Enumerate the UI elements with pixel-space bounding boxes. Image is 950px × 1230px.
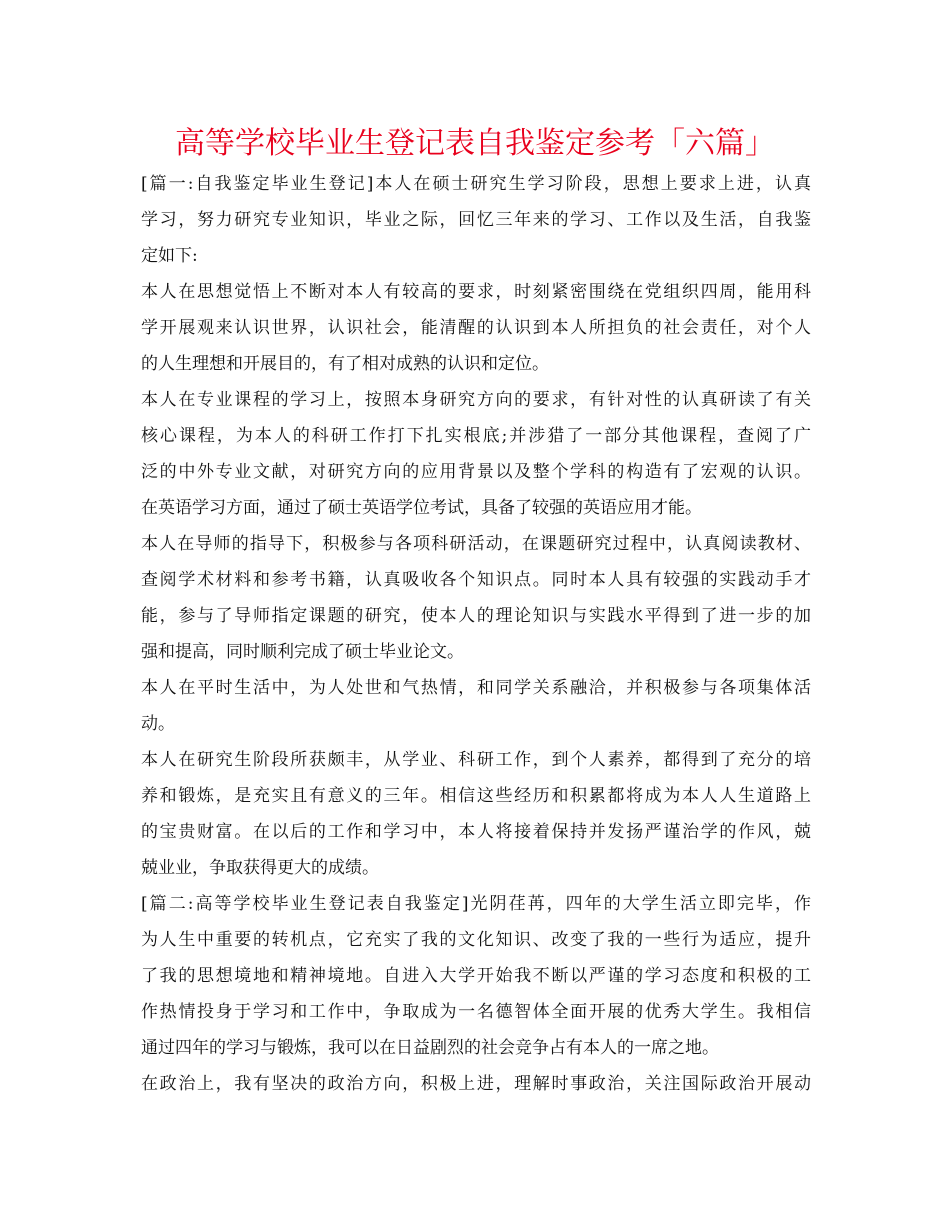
text-line: 泛的中外专业文献，对研究方向的应用背景以及整个学科的构造有了宏观的认识。 xyxy=(141,462,811,482)
text-line: 的人生理想和开展目的，有了相对成熟的认识和定位。 xyxy=(141,354,549,374)
text-line: 动。 xyxy=(141,714,175,734)
text-line: 在政治上，我有坚决的政治方向，积极上进，理解时事政治，关注国际政治开展动 xyxy=(141,1074,811,1094)
text-line: 学习，努力研究专业知识，毕业之际，回忆三年来的学习、工作以及生活，自我鉴 xyxy=(141,210,811,230)
text-line: 作热情投身于学习和工作中，争取成为一名德智体全面开展的优秀大学生。我相信 xyxy=(141,1002,811,1022)
document-title: 高等学校毕业生登记表自我鉴定参考「六篇」 xyxy=(175,126,775,161)
text-line: [篇一:自我鉴定毕业生登记]本人在硕士研究生学习阶段，思想上要求上进，认真 xyxy=(141,174,811,194)
text-line: 养和锻炼，是充实且有意义的三年。相信这些经历和积累都将成为本人人生道路上 xyxy=(141,786,811,806)
text-line: 查阅学术材料和参考书籍，认真吸收各个知识点。同时本人具有较强的实践动手才 xyxy=(141,570,811,590)
text-line: 的宝贵财富。在以后的工作和学习中，本人将接着保持并发扬严谨治学的作风，兢 xyxy=(141,822,811,842)
text-line: 学开展观来认识世界，认识社会，能清醒的认识到本人所担负的社会责任，对个人 xyxy=(141,318,811,338)
text-line: 了我的思想境地和精神境地。自进入大学开始我不断以严谨的学习态度和积极的工 xyxy=(141,966,811,986)
text-line: 定如下: xyxy=(141,246,198,266)
text-line: 本人在研究生阶段所获颇丰，从学业、科研工作，到个人素养，都得到了充分的培 xyxy=(141,750,811,770)
text-line: 在英语学习方面，通过了硕士英语学位考试，具备了较强的英语应用才能。 xyxy=(141,498,702,518)
text-line: 能，参与了导师指定课题的研究，使本人的理论知识与实践水平得到了进一步的加 xyxy=(141,606,811,626)
text-line: [篇二:高等学校毕业生登记表自我鉴定]光阴荏苒，四年的大学生活立即完毕，作 xyxy=(141,894,811,914)
text-line: 本人在平时生活中，为人处世和气热情，和同学关系融洽，并积极参与各项集体活 xyxy=(141,678,811,698)
text-line: 本人在思想觉悟上不断对本人有较高的要求，时刻紧密围绕在党组织四周，能用科 xyxy=(141,282,811,302)
text-line: 本人在导师的指导下，积极参与各项科研活动，在课题研究过程中，认真阅读教材、 xyxy=(141,534,811,554)
document-body xyxy=(141,166,811,1102)
text-line: 兢业业，争取获得更大的成绩。 xyxy=(141,858,379,878)
text-line: 强和提高，同时顺利完成了硕士毕业论文。 xyxy=(141,642,464,662)
text-line: 核心课程，为本人的科研工作打下扎实根底;并涉猎了一部分其他课程，查阅了广 xyxy=(141,426,811,446)
text-line: 通过四年的学习与锻炼，我可以在日益剧烈的社会竞争占有本人的一席之地。 xyxy=(141,1038,719,1058)
text-line: 为人生中重要的转机点，它充实了我的文化知识、改变了我的一些行为适应，提升 xyxy=(141,930,811,950)
text-line: 本人在专业课程的学习上，按照本身研究方向的要求，有针对性的认真研读了有关 xyxy=(141,390,811,410)
